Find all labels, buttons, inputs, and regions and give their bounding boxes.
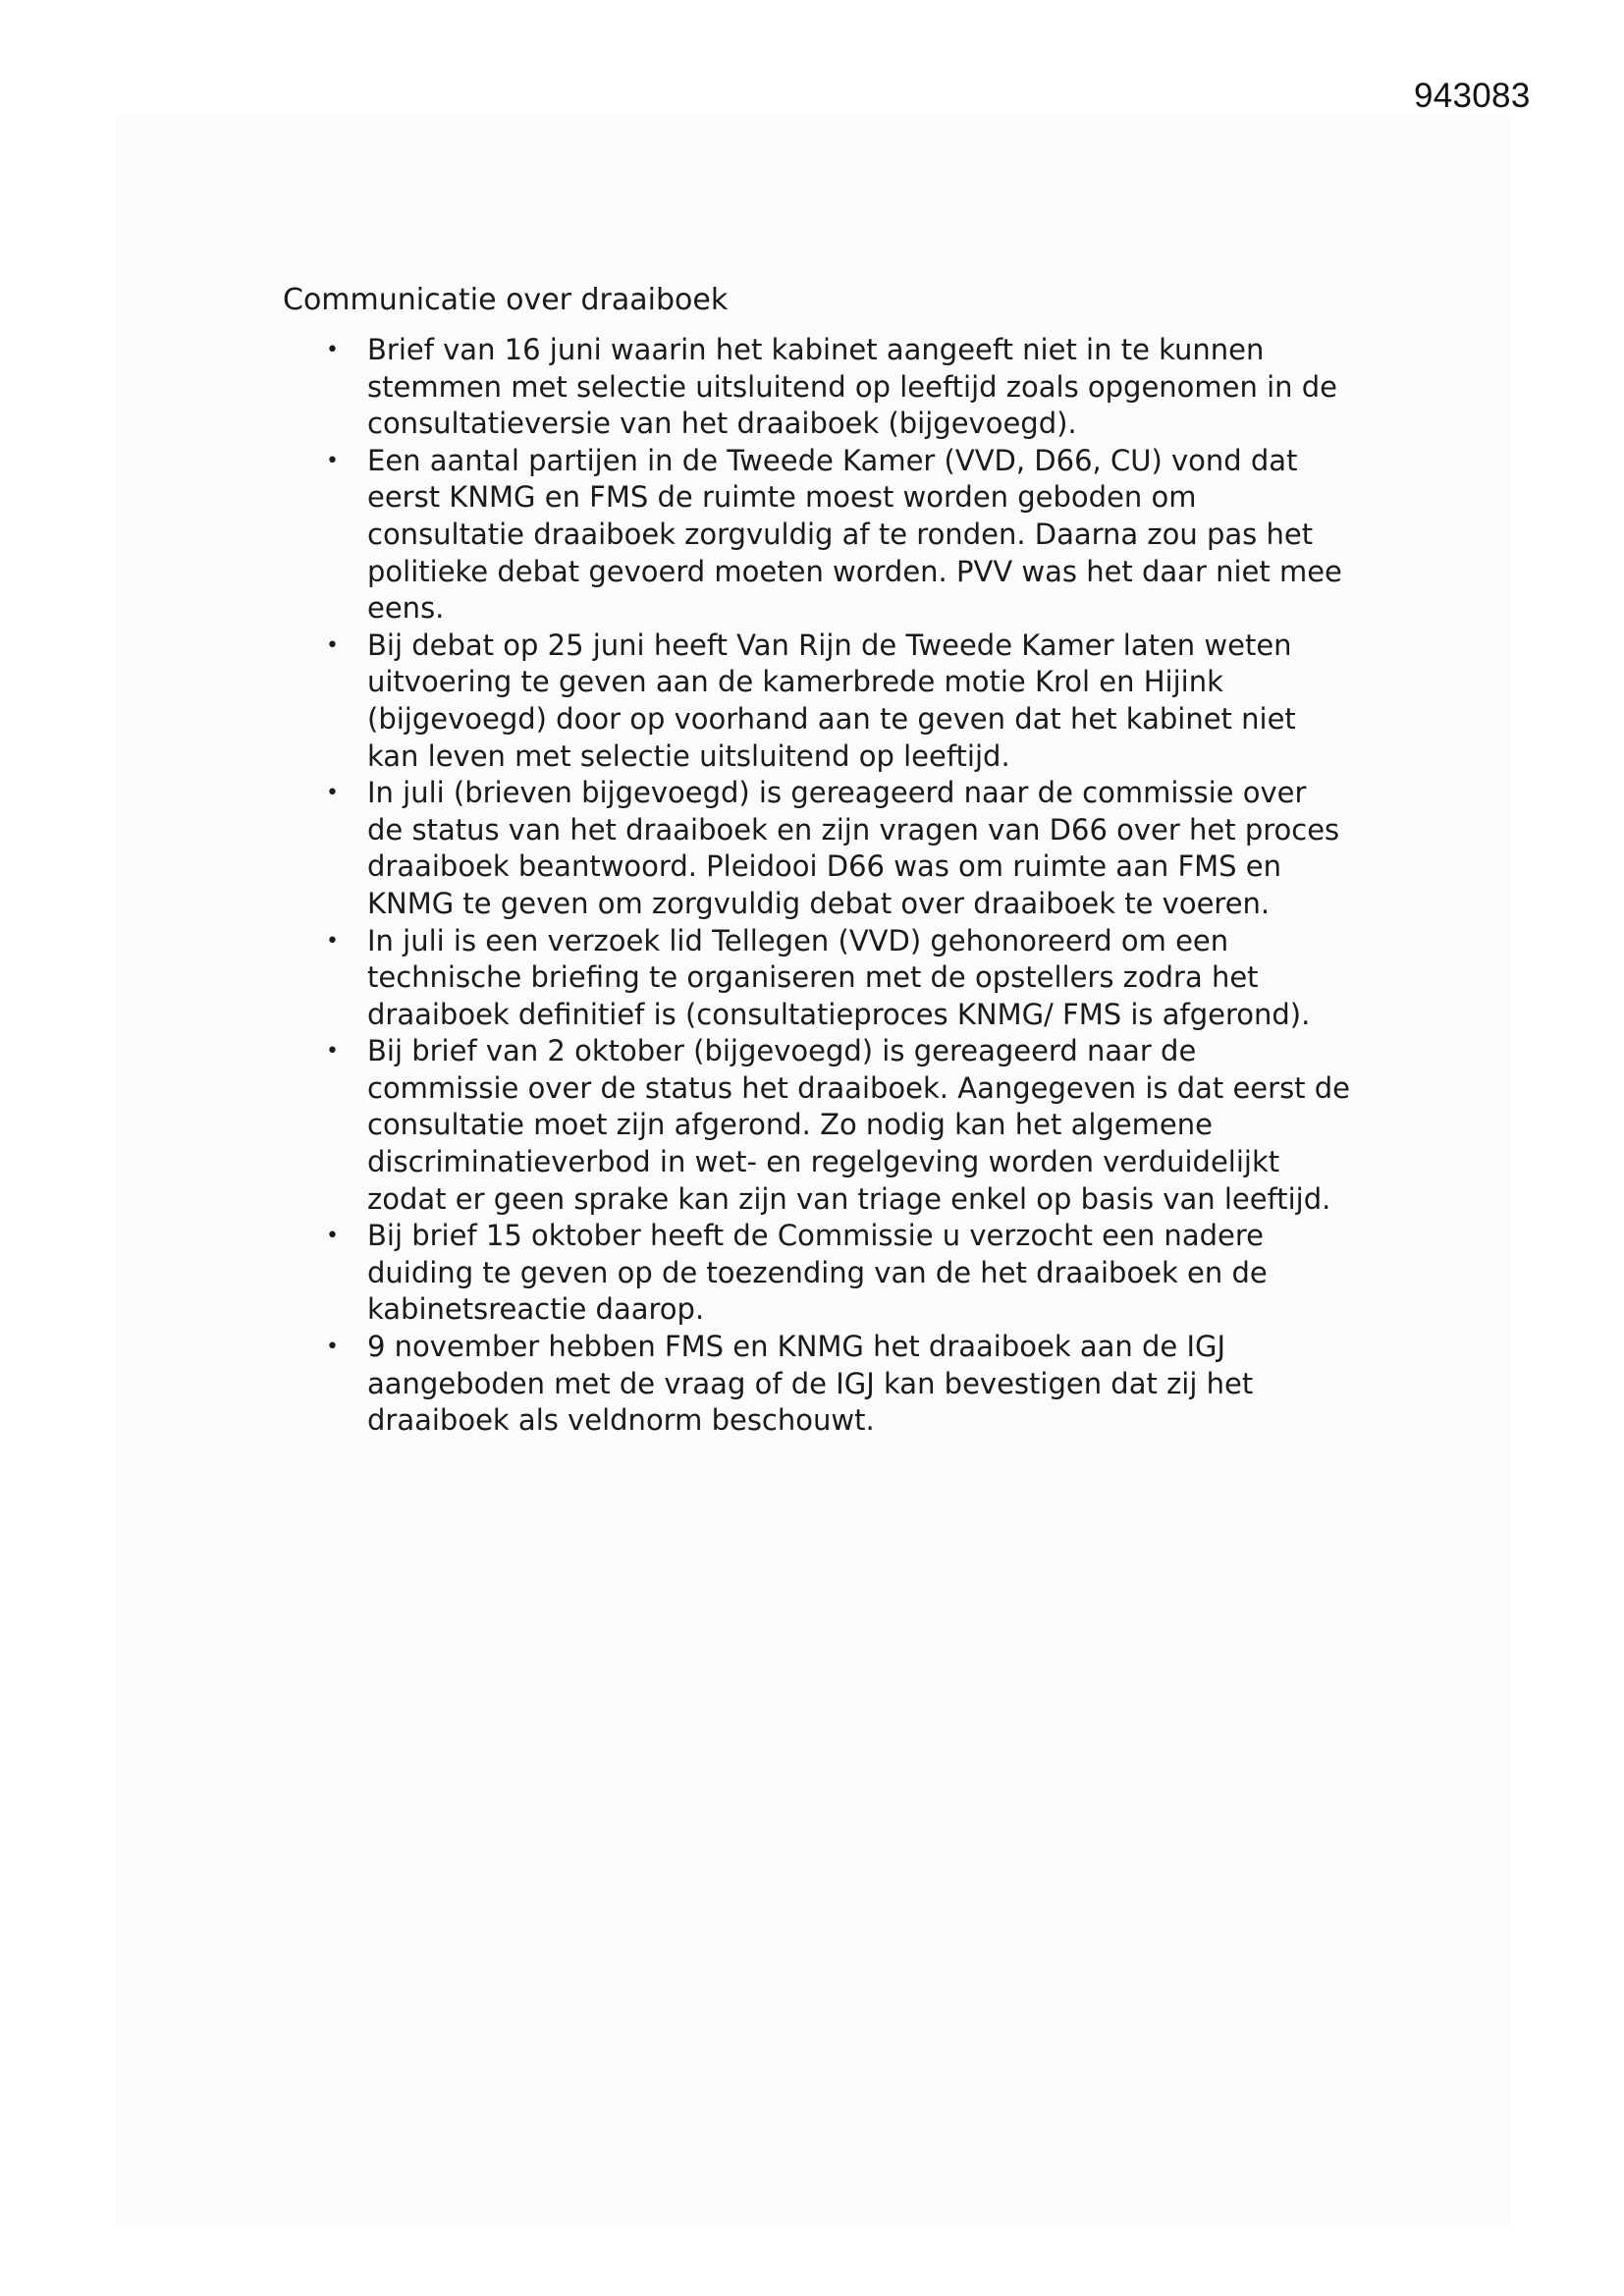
item-line: zodat er geen sprake kan zijn van triage enkel op basis van leeftijd. [367, 1181, 1331, 1216]
item-line: kan leven met selectie uitsluitend op leeftijd. [367, 738, 1010, 773]
list-item [283, 1033, 1373, 1218]
bullet-icon: • [326, 928, 339, 954]
item-line: draaiboek als veldnorm beschouwt. [367, 1403, 875, 1438]
item-line: In juli is een verzoek lid Tellegen (VVD) gehonoreerd om een [367, 923, 1229, 957]
item-line: Bij brief 15 oktober heeft de Commissie u verzocht een nadere [367, 1219, 1264, 1253]
section-title: Communicatie over draaiboek [283, 283, 729, 317]
list-item [283, 628, 1373, 775]
bullet-icon: • [326, 1039, 339, 1065]
bullet-icon: • [326, 1224, 339, 1249]
item-line: aangeboden met de vraag of de IGJ kan bevestigen dat zij het [367, 1366, 1254, 1400]
bullet-icon: • [326, 338, 339, 362]
list-item [283, 923, 1373, 1034]
document-id: 943083 [1414, 77, 1531, 115]
item-line: consultatie draaiboek zorgvuldig af te ronden. Daarna zou pas het [367, 517, 1314, 551]
item-line: draaiboek definitief is (consultatieproces KNMG/ FMS is afgerond). [367, 997, 1311, 1031]
item-line: Brief van 16 juni waarin het kabinet aangeeft niet in te kunnen [367, 333, 1265, 366]
document-body [283, 281, 1373, 1440]
item-line: commissie over de status het draaiboek. Aangegeven is dat eerst de [367, 1070, 1351, 1105]
bullet-icon: • [326, 781, 339, 806]
item-line: uitvoering te geven aan de kamerbrede motie Krol en Hijink [367, 665, 1223, 699]
list-item [283, 332, 1373, 443]
list-item [283, 443, 1373, 628]
item-line: 9 november hebben FMS en KNMG het draaiboek aan de IGJ [367, 1330, 1226, 1364]
item-line: kabinetsreactie daarop. [367, 1292, 705, 1327]
item-line: In juli (brieven bijgevoegd) is gereageerd naar de commissie over [367, 776, 1307, 810]
item-line: consultatieversie van het draaiboek (bijgevoegd). [367, 407, 1077, 441]
item-line: duiding te geven op de toezending van de het draaiboek en de [367, 1255, 1268, 1289]
item-line: discriminatieverbod in wet- en regelgeving worden verduidelijkt [367, 1145, 1280, 1179]
item-line: (bijgevoegd) door op voorhand aan te geven dat het kabinet niet [367, 701, 1296, 736]
item-line: eerst KNMG en FMS de ruimte moest worden geboden om [367, 480, 1197, 515]
item-line: politieke debat gevoerd moeten worden. PVV was het daar niet mee [367, 554, 1342, 588]
item-line: consultatie moet zijn afgerond. Zo nodig kan het algemene [367, 1108, 1213, 1142]
item-line: draaiboek beantwoord. Pleidooi D66 was om ruimte aan FMS en [367, 849, 1281, 884]
bullet-icon: • [326, 1335, 339, 1360]
list-item [283, 1218, 1373, 1329]
item-line: Bij debat op 25 juni heeft Van Rijn de Tweede Kamer laten weten [367, 628, 1292, 662]
item-line: Een aantal partijen in de Tweede Kamer (VVD, D66, CU) vond dat [367, 443, 1298, 477]
bullet-icon: • [326, 448, 339, 473]
list-item [283, 1329, 1373, 1440]
item-line: KNMG te geven om zorgvuldig debat over draaiboek te voeren. [367, 886, 1271, 920]
item-line: eens. [367, 591, 445, 626]
bullet-list [283, 332, 1373, 1440]
bullet-icon: • [326, 632, 339, 658]
item-line: Bij brief van 2 oktober (bijgevoegd) is gereageerd naar de [367, 1034, 1197, 1068]
item-line: stemmen met selectie uitsluitend op leeftijd zoals opgenomen in de [367, 369, 1338, 404]
item-line: technische briefing te organiseren met de opstellers zodra het [367, 960, 1259, 995]
list-item [283, 775, 1373, 922]
item-line: de status van het draaiboek en zijn vragen van D66 over het proces [367, 812, 1340, 847]
